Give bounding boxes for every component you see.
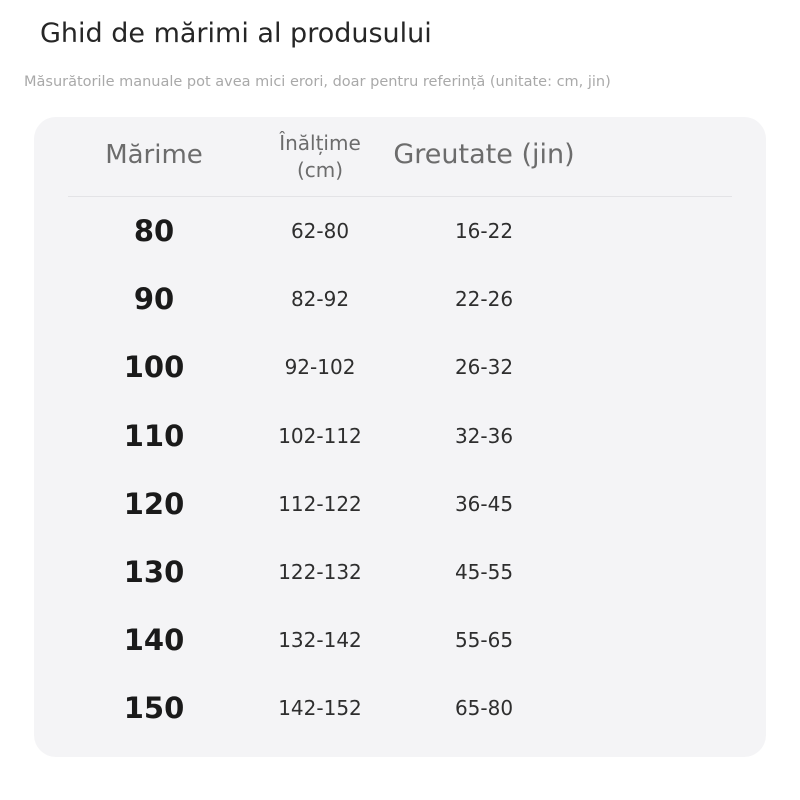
weight-cell: 22-26 [454,287,514,312]
weight-cell: 26-32 [454,355,514,380]
header-size: Mărime [105,140,203,170]
table-row [34,674,766,742]
size-cell: 150 [123,691,185,726]
size-cell: 130 [123,554,185,589]
size-cell: 140 [123,623,185,658]
height-cell: 132-142 [278,628,362,653]
measurement-note: Măsurătorile manuale pot avea mici erori, doar pentru referință (unitate: cm, jin) [24,74,611,90]
page-title: Ghid de mărimi al produsului [40,18,432,49]
height-cell: 112-122 [278,491,362,516]
table-row [34,197,766,265]
table-header-row [34,117,766,197]
table-row [34,538,766,606]
table-body [34,197,766,743]
table-row [34,606,766,674]
header-weight: Greutate (jin) [393,139,575,170]
table-row [34,402,766,470]
header-height-unit: (cm) [296,158,344,182]
size-table-card [34,117,766,757]
height-cell: 82-92 [290,287,350,312]
height-cell: 142-152 [278,696,362,721]
size-cell: 100 [123,350,185,385]
size-cell: 110 [123,418,185,453]
size-cell: 120 [123,486,185,521]
height-cell: 62-80 [290,219,350,243]
weight-cell: 55-65 [454,628,514,653]
size-cell: 80 [133,214,175,248]
weight-cell: 32-36 [454,423,514,448]
header-height [260,130,380,184]
header-height-label: Înălțime [279,131,361,155]
weight-cell: 16-22 [454,219,514,243]
height-cell: 122-132 [278,559,362,584]
table-row [34,265,766,333]
weight-cell: 45-55 [454,559,514,584]
height-cell: 102-112 [278,423,362,448]
size-cell: 90 [133,282,175,317]
weight-cell: 65-80 [454,696,514,721]
height-cell: 92-102 [284,355,356,380]
table-row [34,470,766,538]
table-row [34,333,766,401]
weight-cell: 36-45 [454,491,514,516]
